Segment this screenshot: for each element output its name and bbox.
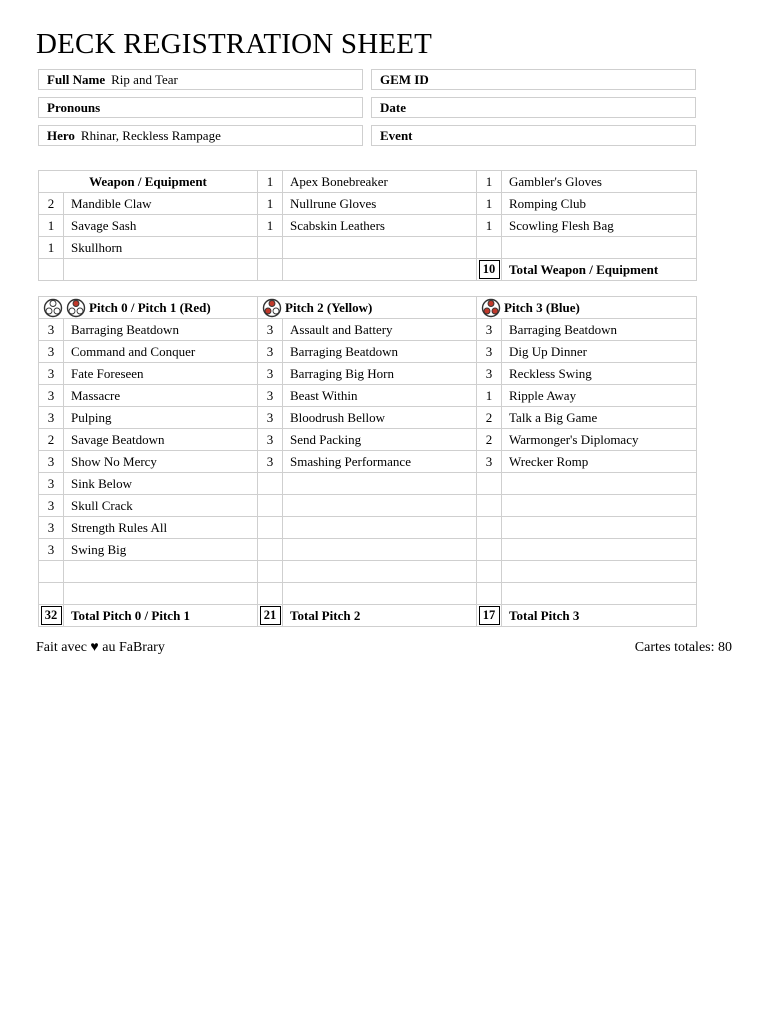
card-name [502, 237, 697, 259]
pitch-0-icon [43, 298, 63, 318]
card-name [283, 539, 477, 561]
equipment-header: Weapon / Equipment [39, 171, 258, 193]
card-quantity: 3 [477, 341, 502, 363]
full-name-field[interactable] [38, 69, 363, 90]
table-row [39, 495, 697, 517]
card-quantity: 3 [258, 451, 283, 473]
card-quantity: 2 [477, 407, 502, 429]
card-name [64, 583, 258, 605]
pitch-column-header [477, 297, 697, 319]
player-info [38, 69, 696, 153]
table-row [39, 215, 697, 237]
footer-credit: Fait avec ♥ au FaBrary [36, 640, 165, 655]
card-name [502, 495, 697, 517]
card-quantity: 1 [477, 385, 502, 407]
card-quantity: 3 [39, 385, 64, 407]
card-name: Romping Club [502, 193, 697, 215]
card-quantity: 1 [477, 193, 502, 215]
card-quantity: 2 [39, 193, 64, 215]
hero-field[interactable] [38, 125, 363, 146]
card-name: Reckless Swing [502, 363, 697, 385]
card-quantity [258, 583, 283, 605]
card-quantity [477, 495, 502, 517]
card-name [283, 561, 477, 583]
equipment-total-label: Total Weapon / Equipment [502, 259, 697, 281]
table-row [39, 561, 697, 583]
pitch-column-header [39, 297, 258, 319]
pitch-table [38, 296, 697, 627]
card-name: Apex Bonebreaker [283, 171, 477, 193]
pronouns-label: Pronouns [47, 100, 101, 115]
table-row [39, 517, 697, 539]
card-quantity [477, 237, 502, 259]
full-name-value: Rip and Tear [111, 72, 178, 87]
card-name: Show No Mercy [64, 451, 258, 473]
card-name: Wrecker Romp [502, 451, 697, 473]
card-name: Nullrune Gloves [283, 193, 477, 215]
card-quantity: 3 [477, 363, 502, 385]
card-name: Gambler's Gloves [502, 171, 697, 193]
card-name [283, 495, 477, 517]
card-quantity: 3 [477, 451, 502, 473]
table-row [39, 429, 697, 451]
pitch-header-label: Pitch 3 (Blue) [504, 299, 580, 315]
card-name [502, 561, 697, 583]
page-title: DECK REGISTRATION SHEET [36, 28, 433, 60]
card-name [502, 583, 697, 605]
card-name: Barraging Big Horn [283, 363, 477, 385]
card-quantity: 3 [39, 319, 64, 341]
card-quantity: 3 [258, 407, 283, 429]
card-quantity: 3 [39, 341, 64, 363]
card-name: Sink Below [64, 473, 258, 495]
table-row [39, 259, 697, 281]
card-quantity: 3 [39, 451, 64, 473]
card-quantity: 3 [39, 539, 64, 561]
card-name: Savage Sash [64, 215, 258, 237]
hero-value: Rhinar, Reckless Rampage [80, 128, 221, 143]
card-name: Skull Crack [64, 495, 258, 517]
card-name [502, 473, 697, 495]
card-name [283, 583, 477, 605]
card-name: Pulping [64, 407, 258, 429]
card-name: Warmonger's Diplomacy [502, 429, 697, 451]
table-row [39, 341, 697, 363]
card-name: Assault and Battery [283, 319, 477, 341]
table-row [39, 473, 697, 495]
card-name: Massacre [64, 385, 258, 407]
card-quantity: 3 [39, 407, 64, 429]
pitch-total-label: Total Pitch 0 / Pitch 1 [64, 605, 258, 627]
card-quantity: 1 [258, 171, 283, 193]
hero-label: Hero [47, 128, 75, 143]
card-quantity [477, 517, 502, 539]
card-quantity [258, 473, 283, 495]
card-quantity [258, 539, 283, 561]
date-field[interactable] [371, 97, 696, 118]
pitch-header-label: Pitch 0 / Pitch 1 (Red) [89, 299, 211, 315]
card-quantity: 3 [39, 517, 64, 539]
card-quantity [258, 561, 283, 583]
card-quantity: 2 [39, 429, 64, 451]
card-quantity: 1 [477, 171, 502, 193]
card-quantity: 1 [39, 237, 64, 259]
card-quantity [39, 561, 64, 583]
card-quantity: 1 [258, 215, 283, 237]
pitch-header-label: Pitch 2 (Yellow) [285, 299, 373, 315]
card-quantity [477, 583, 502, 605]
table-row [39, 451, 697, 473]
card-name [64, 561, 258, 583]
card-quantity: 1 [477, 215, 502, 237]
card-quantity [477, 539, 502, 561]
card-name: Bloodrush Bellow [283, 407, 477, 429]
table-row [39, 539, 697, 561]
event-field[interactable] [371, 125, 696, 146]
table-row [39, 237, 697, 259]
gem-id-label: GEM ID [380, 72, 429, 87]
card-quantity: 2 [477, 429, 502, 451]
full-name-label: Full Name [47, 72, 106, 87]
card-name: Barraging Beatdown [64, 319, 258, 341]
card-quantity: 3 [258, 341, 283, 363]
card-name: Beast Within [283, 385, 477, 407]
table-row [39, 385, 697, 407]
equipment-total-count: 10 [479, 260, 500, 279]
card-name: Barraging Beatdown [283, 341, 477, 363]
table-row [39, 583, 697, 605]
card-name: Send Packing [283, 429, 477, 451]
card-name: Command and Conquer [64, 341, 258, 363]
card-name: Ripple Away [502, 385, 697, 407]
card-quantity: 1 [258, 193, 283, 215]
pitch-column-header [258, 297, 477, 319]
card-name: Scabskin Leathers [283, 215, 477, 237]
card-name: Fate Foreseen [64, 363, 258, 385]
pitch-2-icon [262, 298, 282, 318]
card-name: Scowling Flesh Bag [502, 215, 697, 237]
card-name [283, 237, 477, 259]
card-name: Savage Beatdown [64, 429, 258, 451]
card-name [283, 517, 477, 539]
card-name: Barraging Beatdown [502, 319, 697, 341]
table-row [39, 171, 697, 193]
table-row [39, 193, 697, 215]
pitch-1-icon [66, 298, 86, 318]
card-name: Swing Big [64, 539, 258, 561]
pitch-total-count: 21 [260, 606, 281, 625]
table-row [39, 363, 697, 385]
card-quantity: 3 [258, 385, 283, 407]
gem-id-field[interactable] [371, 69, 696, 90]
pitch-total-count: 17 [479, 606, 500, 625]
card-name: Talk a Big Game [502, 407, 697, 429]
card-name: Dig Up Dinner [502, 341, 697, 363]
card-name [283, 473, 477, 495]
total-cards: Cartes totales: 80 [634, 640, 732, 655]
card-quantity [258, 495, 283, 517]
card-quantity: 3 [39, 363, 64, 385]
card-quantity: 3 [258, 363, 283, 385]
card-quantity [39, 583, 64, 605]
card-quantity: 3 [258, 319, 283, 341]
card-quantity [477, 561, 502, 583]
pronouns-field[interactable] [38, 97, 363, 118]
date-label: Date [380, 100, 406, 115]
card-quantity [258, 517, 283, 539]
card-quantity: 3 [39, 495, 64, 517]
table-row [39, 407, 697, 429]
pitch-header-row [39, 297, 697, 319]
pitch-total-row [39, 605, 697, 627]
pitch-total-count: 32 [41, 606, 62, 625]
event-label: Event [380, 128, 413, 143]
card-name: Strength Rules All [64, 517, 258, 539]
table-row [39, 319, 697, 341]
card-quantity [258, 237, 283, 259]
equipment-table [38, 170, 697, 281]
card-quantity: 1 [39, 215, 64, 237]
card-name: Mandible Claw [64, 193, 258, 215]
card-name: Skullhorn [64, 237, 258, 259]
card-name [502, 517, 697, 539]
card-quantity: 3 [258, 429, 283, 451]
pitch-total-label: Total Pitch 2 [283, 605, 477, 627]
card-name: Smashing Performance [283, 451, 477, 473]
card-name [502, 539, 697, 561]
pitch-3-icon [481, 298, 501, 318]
card-quantity: 3 [477, 319, 502, 341]
pitch-total-label: Total Pitch 3 [502, 605, 697, 627]
card-quantity [477, 473, 502, 495]
card-quantity: 3 [39, 473, 64, 495]
